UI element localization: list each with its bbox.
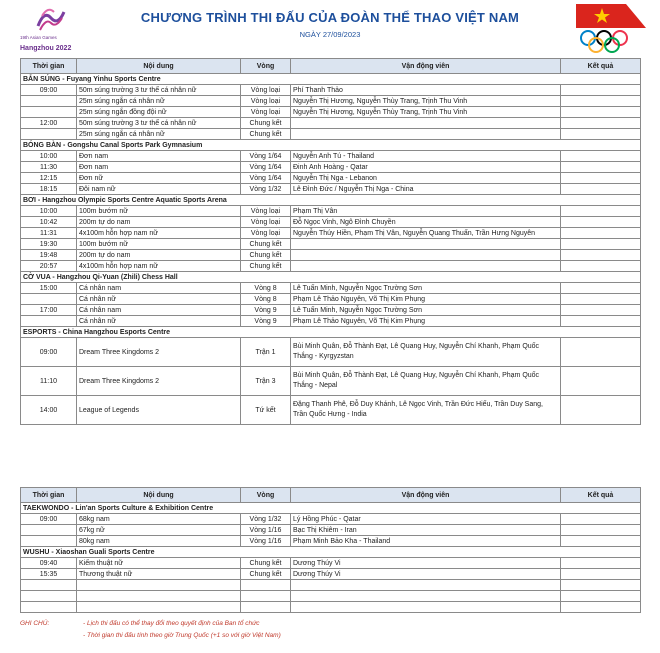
cell-athletes: Lê Tuấn Minh, Nguyễn Ngọc Trường Sơn — [291, 305, 561, 316]
table-row — [21, 514, 641, 525]
schedule-table-2 — [20, 487, 641, 613]
cell-round: Vòng 1/64 — [241, 162, 291, 173]
cell-event: 50m súng trường 3 tư thế cá nhân nữ — [77, 85, 241, 96]
section-row — [21, 272, 641, 283]
cell-time: 17:00 — [21, 305, 77, 316]
cell-athletes: Bùi Minh Quân, Đỗ Thành Đạt, Lê Quang Huy, Nguyễn Chí Khanh, Phạm Quốc Thắng - Nepal — [291, 367, 561, 396]
section-title: BẮN SÚNG - Fuyang Yinhu Sports Centre — [21, 74, 641, 85]
notes-label: GHI CHÚ: — [20, 620, 50, 627]
table-row — [21, 316, 641, 327]
cell-result — [561, 228, 641, 239]
cell-event: 200m tự do nam — [77, 250, 241, 261]
table-row — [21, 118, 641, 129]
cell-athletes — [291, 580, 561, 591]
section-row — [21, 74, 641, 85]
cell-round: Trận 1 — [241, 338, 291, 367]
section-title: ESPORTS - China Hangzhou Esports Centre — [21, 327, 641, 338]
cell-round: Vòng 9 — [241, 316, 291, 327]
cell-athletes: Đinh Anh Hoàng - Qatar — [291, 162, 561, 173]
cell-time: 11:10 — [21, 367, 77, 396]
cell-result — [561, 151, 641, 162]
table-row — [21, 107, 641, 118]
cell-round: Vòng 8 — [241, 294, 291, 305]
cell-time — [21, 591, 77, 602]
cell-time: 11:30 — [21, 162, 77, 173]
cell-time: 09:00 — [21, 514, 77, 525]
cell-athletes: Dương Thúy Vi — [291, 558, 561, 569]
cell-event: 4x100m hỗn hợp nam nữ — [77, 261, 241, 272]
cell-event: Đơn nam — [77, 162, 241, 173]
section-row — [21, 327, 641, 338]
cell-time: 12:00 — [21, 118, 77, 129]
cell-result — [561, 591, 641, 602]
table-row — [21, 338, 641, 367]
cell-time: 12:15 — [21, 173, 77, 184]
table-row — [21, 367, 641, 396]
cell-time — [21, 580, 77, 591]
cell-time — [21, 536, 77, 547]
table-row — [21, 305, 641, 316]
cell-round: Vòng 8 — [241, 283, 291, 294]
cell-result — [561, 85, 641, 96]
cell-athletes: Nguyễn Thị Nga - Lebanon — [291, 173, 561, 184]
schedule-table-1 — [20, 58, 641, 425]
cell-time: 14:00 — [21, 396, 77, 425]
cell-result — [561, 107, 641, 118]
cell-athletes: Bạc Thị Khiêm - Iran — [291, 525, 561, 536]
table-row — [21, 396, 641, 425]
cell-athletes: Lê Tuấn Minh, Nguyễn Ngọc Trường Sơn — [291, 283, 561, 294]
cell-time — [21, 602, 77, 613]
cell-athletes — [291, 250, 561, 261]
page-title: CHƯƠNG TRÌNH THI ĐẤU CỦA ĐOÀN THỂ THAO VIỆT NAM — [140, 10, 520, 25]
cell-athletes: Nguyễn Thị Hương, Nguyễn Thùy Trang, Trịnh Thu Vinh — [291, 107, 561, 118]
cell-time: 10:42 — [21, 217, 77, 228]
cell-result — [561, 96, 641, 107]
table-row — [21, 217, 641, 228]
cell-time — [21, 316, 77, 327]
olympic-rings-icon — [581, 31, 627, 52]
cell-event: Cá nhân nữ — [77, 294, 241, 305]
section-row — [21, 140, 641, 151]
table-row — [21, 283, 641, 294]
cell-event: 200m tự do nam — [77, 217, 241, 228]
cell-round: Vòng 1/64 — [241, 173, 291, 184]
cell-event: Cá nhân nam — [77, 305, 241, 316]
table-row — [21, 250, 641, 261]
cell-result — [561, 602, 641, 613]
cell-athletes: Bùi Minh Quân, Đỗ Thành Đạt, Lê Quang Huy, Nguyễn Chí Khanh, Phạm Quốc Thắng - Kyrgyzstan — [291, 338, 561, 367]
cell-event: Dream Three Kingdoms 2 — [77, 338, 241, 367]
col-event-header: Nội dung — [77, 59, 241, 74]
cell-athletes: Nguyễn Anh Tú - Thailand — [291, 151, 561, 162]
cell-athletes: Phạm Lê Thảo Nguyên, Võ Thị Kim Phụng — [291, 294, 561, 305]
cell-event: Thương thuật nữ — [77, 569, 241, 580]
cell-round: Vòng loại — [241, 85, 291, 96]
cell-athletes: Đỗ Ngọc Vinh, Ngô Đình Chuyền — [291, 217, 561, 228]
cell-result — [561, 569, 641, 580]
cell-time — [21, 96, 77, 107]
table-row — [21, 569, 641, 580]
cell-round: Vòng loại — [241, 228, 291, 239]
cell-athletes — [291, 239, 561, 250]
cell-round: Vòng loại — [241, 217, 291, 228]
table-row — [21, 525, 641, 536]
cell-event: 50m súng trường 3 tư thế cá nhân nữ — [77, 118, 241, 129]
cell-time — [21, 129, 77, 140]
col-time-header: Thời gian — [21, 488, 77, 503]
col-time-header: Thời gian — [21, 59, 77, 74]
cell-event: 100m bướm nữ — [77, 239, 241, 250]
cell-round: Vòng 1/64 — [241, 151, 291, 162]
cell-athletes — [291, 602, 561, 613]
table-row — [21, 173, 641, 184]
cell-result — [561, 261, 641, 272]
cell-event: Cá nhân nam — [77, 283, 241, 294]
cell-athletes: Phạm Minh Bảo Kha - Thailand — [291, 536, 561, 547]
page-date: NGÀY 27/09/2023 — [299, 30, 361, 39]
cell-round: Chung kết — [241, 118, 291, 129]
cell-round: Chung kết — [241, 239, 291, 250]
cell-time: 15:35 — [21, 569, 77, 580]
logo-caption-small: 19th Asian Games — [20, 35, 57, 40]
cell-round — [241, 602, 291, 613]
cell-result — [561, 206, 641, 217]
table-row — [21, 602, 641, 613]
table-row — [21, 558, 641, 569]
cell-result — [561, 536, 641, 547]
cell-time: 09:00 — [21, 338, 77, 367]
note-line-2: - Thời gian thi đấu tính theo giờ Trung Quốc (+1 so với giờ Việt Nam) — [83, 632, 281, 639]
col-round-header: Vòng — [241, 488, 291, 503]
section-row — [21, 195, 641, 206]
cell-event: Cá nhân nữ — [77, 316, 241, 327]
table-row — [21, 294, 641, 305]
cell-round: Vòng 1/16 — [241, 536, 291, 547]
cell-athletes: Đặng Thanh Phê, Đỗ Duy Khánh, Lê Ngọc Vinh, Trần Đức Hiếu, Trần Duy Sang, Trần Quốc Hưng - India — [291, 396, 561, 425]
cell-event: 25m súng ngắn đồng đội nữ — [77, 107, 241, 118]
flag-shape — [576, 4, 646, 28]
col-event-header: Nội dung — [77, 488, 241, 503]
cell-round: Vòng 1/16 — [241, 525, 291, 536]
cell-athletes — [291, 118, 561, 129]
cell-round: Vòng 9 — [241, 305, 291, 316]
cell-event: Kiếm thuật nữ — [77, 558, 241, 569]
cell-round: Tứ kết — [241, 396, 291, 425]
cell-result — [561, 367, 641, 396]
cell-athletes: Nguyễn Thị Hương, Nguyễn Thùy Trang, Trịnh Thu Vinh — [291, 96, 561, 107]
cell-event: League of Legends — [77, 396, 241, 425]
table-row — [21, 591, 641, 602]
cell-event: 4x100m hỗn hợp nam nữ — [77, 228, 241, 239]
cell-event: Đơn nữ — [77, 173, 241, 184]
cell-time: 19:30 — [21, 239, 77, 250]
cell-time — [21, 525, 77, 536]
cell-result — [561, 173, 641, 184]
page-header — [0, 0, 660, 58]
table-row — [21, 580, 641, 591]
cell-event: 25m súng ngắn cá nhân nữ — [77, 129, 241, 140]
cell-time: 09:00 — [21, 85, 77, 96]
cell-time: 19:48 — [21, 250, 77, 261]
cell-athletes: Phí Thanh Thảo — [291, 85, 561, 96]
cell-athletes — [291, 261, 561, 272]
col-result-header: Kết quả — [561, 59, 641, 74]
cell-event: Dream Three Kingdoms 2 — [77, 367, 241, 396]
cell-round: Chung kết — [241, 558, 291, 569]
cell-athletes: Lê Đình Đức / Nguyễn Thị Nga - China — [291, 184, 561, 195]
cell-round: Chung kết — [241, 250, 291, 261]
cell-time: 20:57 — [21, 261, 77, 272]
cell-event: 25m súng ngắn cá nhân nữ — [77, 96, 241, 107]
cell-result — [561, 525, 641, 536]
vietnam-olympic-logo — [572, 2, 646, 54]
cell-result — [561, 396, 641, 425]
col-result-header: Kết quả — [561, 488, 641, 503]
cell-athletes — [291, 129, 561, 140]
section-title: WUSHU - Xiaoshan Guali Sports Centre — [21, 547, 641, 558]
cell-result — [561, 305, 641, 316]
cell-event — [77, 580, 241, 591]
section-title: CỜ VUA - Hangzhou Qi-Yuan (Zhili) Chess Hall — [21, 272, 641, 283]
cell-event: 100m bướm nữ — [77, 206, 241, 217]
section-row — [21, 503, 641, 514]
cell-round: Vòng 1/32 — [241, 184, 291, 195]
cell-round: Vòng loại — [241, 96, 291, 107]
table-row — [21, 239, 641, 250]
cell-result — [561, 162, 641, 173]
cell-time: 15:00 — [21, 283, 77, 294]
cell-round — [241, 580, 291, 591]
col-athletes-header: Vận động viên — [291, 59, 561, 74]
cell-time: 10:00 — [21, 151, 77, 162]
cell-event: Đơn nam — [77, 151, 241, 162]
col-round-header: Vòng — [241, 59, 291, 74]
cell-round: Chung kết — [241, 261, 291, 272]
cell-athletes — [291, 591, 561, 602]
asian-games-logo — [20, 6, 82, 56]
cell-result — [561, 294, 641, 305]
table-row — [21, 228, 641, 239]
cell-round — [241, 591, 291, 602]
cell-time — [21, 294, 77, 305]
schedule-body-1 — [21, 74, 641, 425]
cell-round: Vòng loại — [241, 107, 291, 118]
cell-result — [561, 217, 641, 228]
table-header-row — [21, 59, 641, 74]
table-row — [21, 206, 641, 217]
cell-athletes: Lý Hồng Phúc - Qatar — [291, 514, 561, 525]
table-row — [21, 151, 641, 162]
cell-result — [561, 558, 641, 569]
section-title: BƠI - Hangzhou Olympic Sports Centre Aquatic Sports Arena — [21, 195, 641, 206]
table-row — [21, 85, 641, 96]
cell-time: 11:31 — [21, 228, 77, 239]
cell-time: 10:00 — [21, 206, 77, 217]
cell-result — [561, 283, 641, 294]
table-row — [21, 96, 641, 107]
section-title: TAEKWONDO - Lin'an Sports Culture & Exhibition Centre — [21, 503, 641, 514]
table-row — [21, 184, 641, 195]
cell-result — [561, 580, 641, 591]
cell-round: Vòng loại — [241, 206, 291, 217]
cell-time: 18:15 — [21, 184, 77, 195]
schedule-body-2 — [21, 503, 641, 613]
table-row — [21, 129, 641, 140]
cell-round: Vòng 1/32 — [241, 514, 291, 525]
cell-result — [561, 514, 641, 525]
col-athletes-header: Vận động viên — [291, 488, 561, 503]
cell-event: 80kg nam — [77, 536, 241, 547]
note-line-1: - Lịch thi đấu có thể thay đổi theo quyết định của Ban tổ chức — [83, 620, 260, 627]
logo-caption: Hangzhou 2022 — [20, 45, 72, 52]
cell-event: 68kg nam — [77, 514, 241, 525]
cell-athletes: Dương Thúy Vi — [291, 569, 561, 580]
cell-event — [77, 602, 241, 613]
cell-event: 67kg nữ — [77, 525, 241, 536]
cell-result — [561, 184, 641, 195]
cell-result — [561, 129, 641, 140]
cell-result — [561, 118, 641, 129]
table-row — [21, 261, 641, 272]
cell-round: Chung kết — [241, 129, 291, 140]
cell-event — [77, 591, 241, 602]
table-row — [21, 536, 641, 547]
cell-result — [561, 338, 641, 367]
section-title: BÓNG BÀN - Gongshu Canal Sports Park Gymnasium — [21, 140, 641, 151]
cell-result — [561, 239, 641, 250]
cell-event: Đôi nam nữ — [77, 184, 241, 195]
cell-athletes: Phạm Lê Thảo Nguyên, Võ Thị Kim Phụng — [291, 316, 561, 327]
cell-round: Trận 3 — [241, 367, 291, 396]
cell-time: 09:40 — [21, 558, 77, 569]
cell-round: Chung kết — [241, 569, 291, 580]
section-row — [21, 547, 641, 558]
cell-athletes: Nguyễn Thúy Hiền, Phạm Thị Vân, Nguyễn Quang Thuấn, Trần Hưng Nguyên — [291, 228, 561, 239]
hangzhou-emblem-icon — [36, 6, 66, 32]
table-header-row — [21, 488, 641, 503]
cell-athletes: Phạm Thị Vân — [291, 206, 561, 217]
cell-result — [561, 316, 641, 327]
table-row — [21, 162, 641, 173]
cell-result — [561, 250, 641, 261]
cell-time — [21, 107, 77, 118]
